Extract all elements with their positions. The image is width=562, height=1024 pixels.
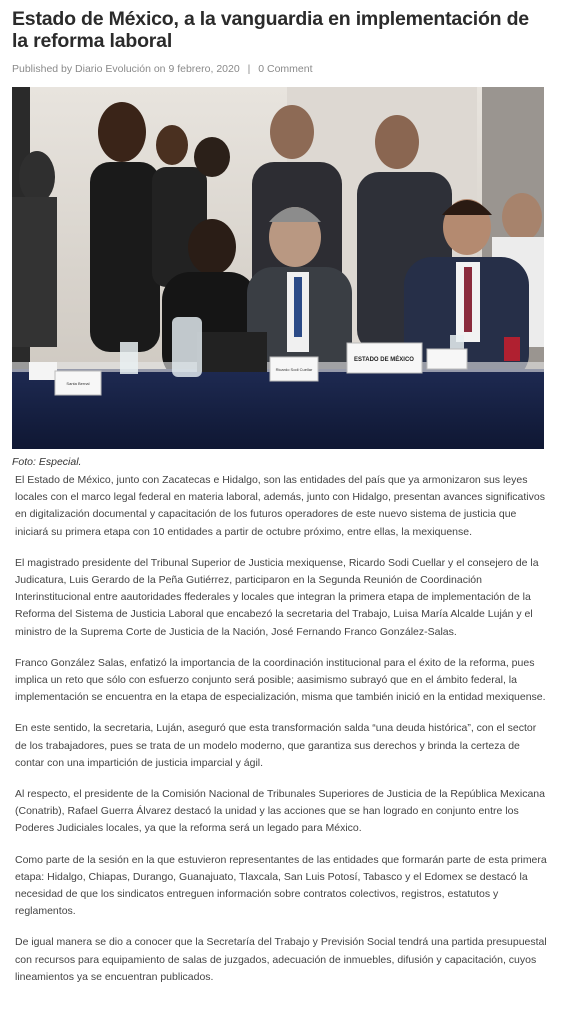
name-placard-right [427,349,467,369]
meta-on: on [153,63,166,75]
paragraph: Al respecto, el presidente de la Comisión Nacional de Tribunales Superiores de Justicia de la República Mexicana (Conatrib), Rafael Guerra Álvarez destacó la unidad y las acciones que se han logrado en conjunto entre los Poderes Judiciales locales, ya que la reforma será un legado para México. [15,788,545,835]
svg-text:Ricardo Sodi Cuellar: Ricardo Sodi Cuellar [275,367,313,372]
author-link[interactable]: Diario Evolución [75,63,151,75]
article-photo [12,87,544,449]
article-body [15,472,549,1000]
article-meta [12,63,550,77]
meta-separator: | [247,63,251,75]
photo-caption: Foto: Especial. [12,456,82,468]
paragraph: Como parte de la sesión en la que estuvieron representantes de las entidades que formarán parte de esta primera etapa: Hidalgo, Chiapas, Durango, Guanajuato, Tlaxcala, San Luis Potosí, Tabasco y el Edomex se destacó la necesidad de que los sindicatos entreguen información sobre contratos colectivos, registros, estatutos y reglamentos. [15,853,547,918]
paragraph: En este sentido, la secretaria, Luján, aseguró que esta transformación salda “una deuda histórica”, con el sector de los trabajadores, pues se trata de un modelo moderno, que garantiza sus derechos y brinda la certeza de contar con una impartición de justicia imparcial y ágil. [15,722,537,769]
paragraph: De igual manera se dio a conocer que la Secretaría del Trabajo y Previsión Social tendrá una partida presupuestal con recursos para equipamiento de salas de juzgados, adecuación de inmuebles, difusión y capacitación, cuyos lineamientos ya se encuentran publicados. [15,936,547,983]
paragraph: El Estado de México, junto con Zacatecas e Hidalgo, son las entidades del país que ya armonizaron sus leyes locales con el marco legal federal en materia laboral, además, junto con Hidalgo, presentan avances significativos en digitalización documental y capacitación de los futuros operadores de este nuevo sistema de justicia que iniciará su primera etapa con 10 entidades a partir de octubre próximo, entre ellas, la mexiquense. [15,474,545,538]
svg-text:Santa Bernal: Santa Bernal [66,381,90,386]
comments-link[interactable]: 0 Comment [258,63,313,75]
svg-text:ESTADO DE MÉXICO: ESTADO DE MÉXICO [354,357,414,363]
paragraph: Franco González Salas, enfatizó la importancia de la coordinación institucional para el éxito de la reforma, pues implica un reto que sólo con esfuerzo conjunto será posible; aasimismo subrayó que en el ámbito federal, la implementación se encuentra en la etapa de especialización, misma que también inició en la entidad mexiquense. [15,656,546,704]
meta-prefix: Published by [12,63,73,75]
paragraph: El magistrado presidente del Tribunal Superior de Justicia mexiquense, Ricardo Sodi Cuellar y el consejero de la Judicatura, Luis Gerardo de la Peña Gutiérrez, participaron en la Segunda Reunión de Coordinación Interinstitucional entre aautoridades ffederales y locales que integran la primera etapa de implementación de la Reforma del Sistema de Justicia Laboral que encabezó la secretaria del Trabajo, Luisa María Alcalde Luján y el ministro de la Suprema Corte de Justicia de la Nación, José Fernando Franco González-Salas. [15,556,539,638]
article-title: Estado de México, a la vanguardia en implementación de la reforma laboral [12,8,529,52]
meeting-photo-illustration [12,87,544,449]
name-placard-far-left [55,371,101,395]
name-placard-center [347,343,422,373]
publish-date: 9 febrero, 2020 [168,63,240,75]
name-placard-left [270,357,318,381]
